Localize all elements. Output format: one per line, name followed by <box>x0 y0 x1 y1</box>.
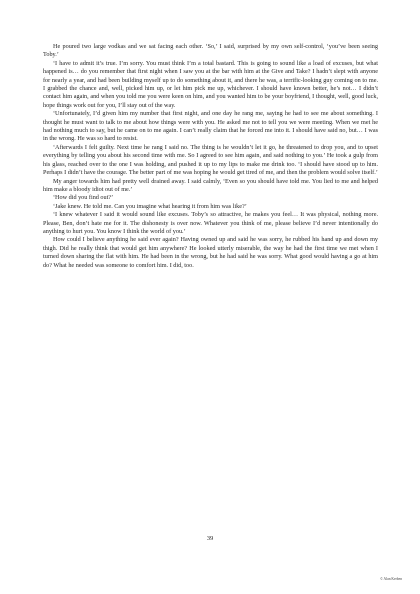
paragraph: ‘How did you find out?’ <box>53 194 114 202</box>
copyright-notice: © Alan Kerben <box>380 577 402 581</box>
paragraph: He poured two large vodkas and we sat facing each other. ‘So,’ I said, surprised by my own self-control, ‘you’ve been seeing Toby.’ <box>43 43 378 59</box>
paragraph: My anger towards him had pretty well drained away. I said calmly, ‘Even so you should have told me. You lied to me and helped him make a bloody idiot out of me.’ <box>43 177 378 193</box>
paragraph: ‘I have to admit it’s true. I’m sorry. You must think I’m a total bastard. This is going to sound like a load of excuses, but what happened is… do you remember that first night when I saw you at the bar with him at the Give and Take? I hadn’t slept with anyone for nearly a year, and had been building myself up to do something about it, and there he was, a terrific-looking guy coming on to me. I grabbed the chance and, well, picked him up, or let him pick me up, whichever. I should have known better, he’s not… I didn’t contact him again, and when you told me you were keen on him, and you wanted him to be your boyfriend, I thought, well, good luck, hope things work out for you, I’ll stay out of the way. <box>43 59 378 109</box>
paragraph: How could I believe anything he said ever again? Having owned up and said he was sorry, he rubbed his hand up and down my thigh. Did he really think that would get him anywhere? He looked utterly miserable, the way he had the first time we met when I turned down sharing the flat with him. He had been in the wrong, but he had said he was sorry. What good would having a go at him do? What he needed was someone to comfort him. I did, too. <box>43 236 378 269</box>
paragraph: ‘I knew whatever I said it would sound like excuses. Toby’s so attractive, he makes you feel… It was physical, nothing more. Please, Ben, don’t hate me for it. The dishonesty is over now. Whatever you think of me, please believe I’d never intentionally do anything to hurt you. You know I think the world of you.’ <box>43 211 378 235</box>
paragraph: ‘Afterwards I felt guilty. Next time he rang I said no. The thing is he wouldn’t let it go, he threatened to drop you, and to upset everything by telling you about his second time with me. So I agreed to see him again, and said nothing to you.’ He took a gulp from his glass, reached over to the one I was holding, and pushed it up to my lips to make me drink too. ‘I should have stood up to him. Perhaps I didn’t have the courage. The better part of me was hoping he would get tired of me, and then the problem would solve itself.’ <box>43 143 378 177</box>
paragraph: ‘Unfortunately, I’d given him my number that first night, and one day he rang me, saying he had to see me about something. I thought he must want to talk to me about how things were with you. He asked me not to tell you we were meeting. When we met he had nothing much to say, but he came on to me again. I can’t really claim that he forced me into it. I should have said no, but… I was in the wrong. He was so hard to resist. <box>43 110 378 143</box>
body-text <box>43 43 378 270</box>
page-number: 39 <box>206 535 214 542</box>
paragraph: ‘Jake knew. He told me. Can you imagine what hearing it from him was like?’ <box>53 202 247 210</box>
